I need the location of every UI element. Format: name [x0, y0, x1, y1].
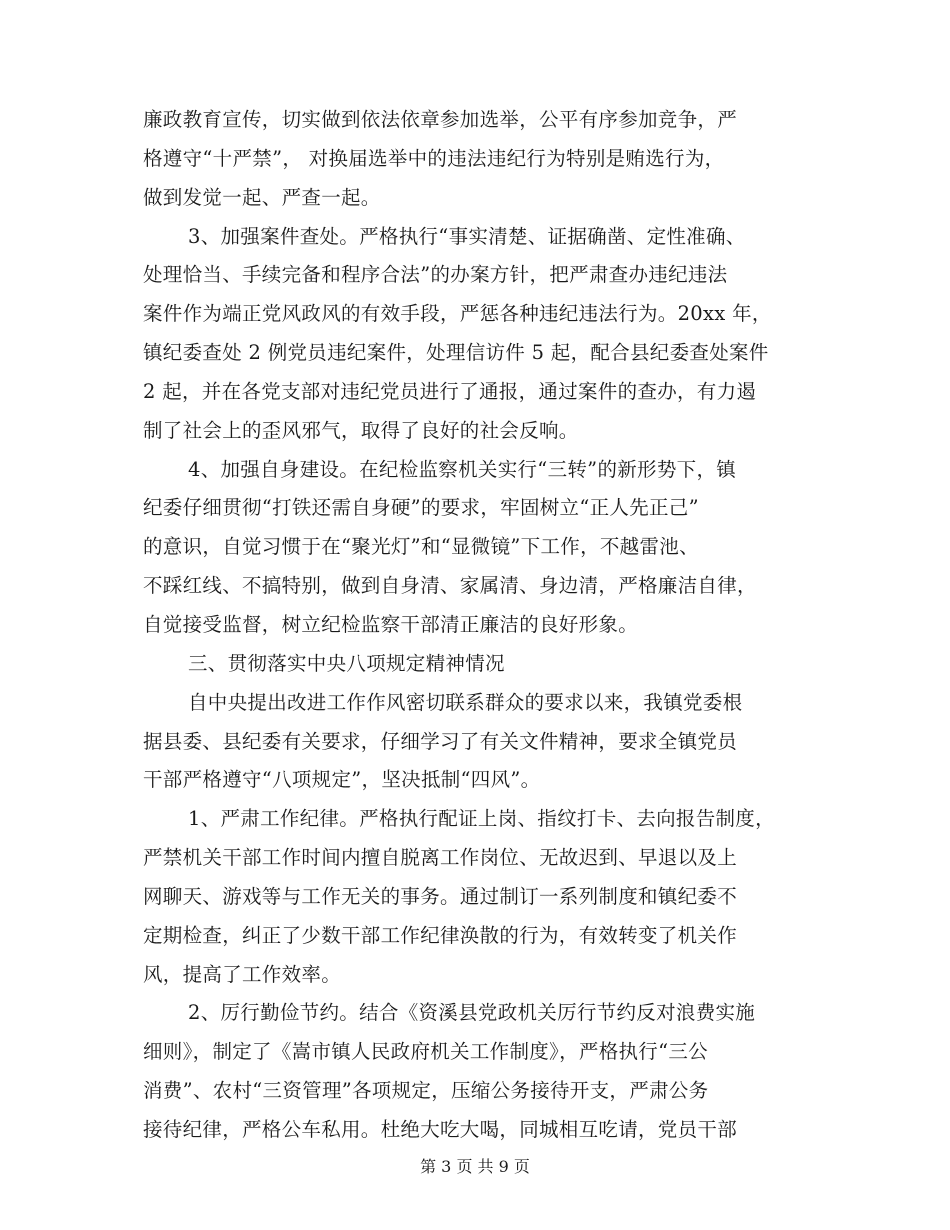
paragraph-start-line: 1、严肃工作纪律。严格执行配证上岗、指纹打卡、去向报告制度， [188, 807, 775, 830]
text-line: 镇纪委查处 2 例党员违纪案件，处理信访件 5 起，配合县纪委查处案件 [143, 341, 769, 364]
text-line: 严禁机关干部工作时间内擅自脱离工作岗位、无故迟到、早退以及上 [143, 846, 738, 869]
section-heading: 三、贯彻落实中央八项规定精神情况 [188, 652, 505, 675]
text-line: 做到发觉一起、严查一起。 [143, 186, 381, 209]
text-line: 格遵守“十严禁”， 对换届选举中的违法违纪行为特别是贿选行为， [143, 147, 725, 170]
text-line: 2 起，并在各党支部对违纪党员进行了通报，通过案件的查办，有力遏 [143, 380, 757, 403]
text-line: 案件作为端正党风政风的有效手段，严惩各种违纪违法行为。20xx 年， [143, 302, 772, 325]
text-line: 不踩红线、不搞特别，做到自身清、家属清、身边清，严格廉洁自律， [143, 574, 757, 597]
text-line: 细则》，制定了《嵩市镇人民政府机关工作制度》，严格执行“三公 [143, 1040, 708, 1063]
text-line: 自觉接受监督，树立纪检监察干部清正廉洁的良好形象。 [143, 613, 639, 636]
text-line: 的意识，自觉习惯于在“聚光灯”和“显微镜”下工作，不越雷池、 [143, 535, 699, 558]
paragraph-start-line: 4、加强自身建设。在纪检监察机关实行“三转”的新形势下，镇 [188, 458, 737, 481]
text-line: 消费”、农村“三资管理”各项规定，压缩公务接待开支，严肃公务 [143, 1079, 709, 1102]
text-line: 处理恰当、手续完备和程序合法”的办案方针，把严肃查办违纪违法 [143, 263, 728, 286]
text-line: 干部严格遵守“八项规定”，坚决抵制“四风”。 [143, 768, 541, 791]
text-line: 接待纪律，严格公车私用。杜绝大吃大喝，同城相互吃请，党员干部 [143, 1118, 738, 1141]
paragraph-start-line: 2、厉行勤俭节约。结合《资溪县党政机关厉行节约反对浪费实施 [188, 1001, 756, 1024]
text-line: 网聊天、游戏等与工作无关的事务。通过制订一系列制度和镇纪委不 [143, 885, 738, 908]
paragraph-start-line: 3、加强案件查处。严格执行“事实清楚、证据确凿、定性准确、 [188, 225, 746, 248]
text-line: 制了社会上的歪风邪气，取得了良好的社会反响。 [143, 419, 579, 442]
paragraph-start-line: 自中央提出改进工作作风密切联系群众的要求以来，我镇党委根 [188, 691, 743, 714]
text-line: 纪委仔细贯彻“打铁还需自身硬”的要求，牢固树立“正人先正己” [143, 496, 699, 519]
page-number-footer: 第 3 页 共 9 页 [420, 1157, 530, 1176]
text-line: 廉政教育宣传，切实做到依法依章参加选举，公平有序参加竞争，严 [143, 108, 738, 131]
text-line: 据县委、县纪委有关要求，仔细学习了有关文件精神，要求全镇党员 [143, 730, 738, 753]
text-line: 定期检查，纠正了少数干部工作纪律涣散的行为，有效转变了机关作 [143, 924, 738, 947]
text-line: 风，提高了工作效率。 [143, 963, 342, 986]
